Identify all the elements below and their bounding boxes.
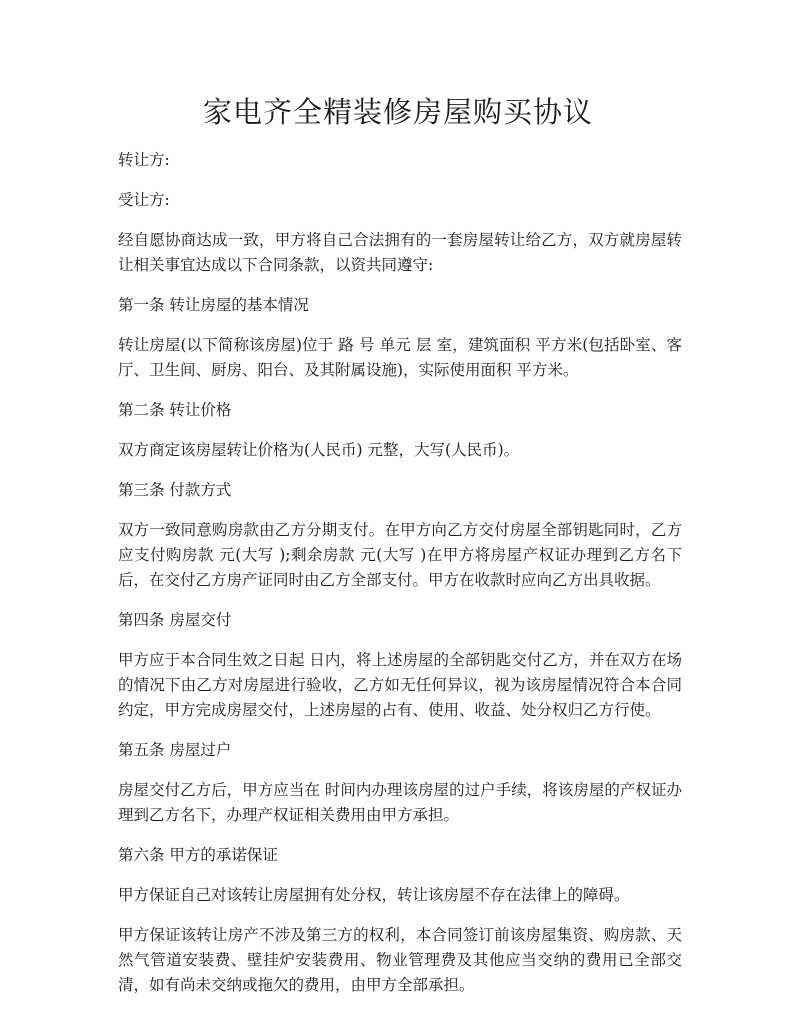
article-5-body: 房屋交付乙方后，甲方应当在 时间内办理该房屋的过户手续，将该房屋的产权证办理到乙方名下，办理产权证相关费用由甲方承担。 [118, 781, 682, 824]
article-2-heading: 第二条 转让价格 [118, 401, 232, 419]
document-body [118, 148, 682, 1013]
article-6-clause-2: 甲方保证该转让房产不涉及第三方的权利，本合同签订前该房屋集资、购房款、天然气管道安装费、壁挂炉安装费用、物业管理费及其他应当交纳的费用已全部交清，如有尚未交纳或拖欠的费用，由甲方全部承担。 [118, 926, 682, 994]
article-3-body: 双方一致同意购房款由乙方分期支付。在甲方向乙方交付房屋全部钥匙同时，乙方应支付购房款 元(大写 );剩余房款 元(大写 )在甲方将房屋产权证办理到乙方名下后，在交付乙方房产证同时由乙方全部支付。甲方在收款时应向乙方出具收据。 [118, 521, 682, 589]
article-6-clause-1: 甲方保证自己对该转让房屋拥有处分权，转让该房屋不存在法律上的障碍。 [118, 886, 630, 904]
article-1-body: 转让房屋(以下简称该房屋)位于 路 号 单元 层 室，建筑面积 平方米(包括卧室、客厅、卫生间、厨房、阳台、及其附属设施)，实际使用面积 平方米。 [118, 336, 682, 379]
article-6-heading: 第六条 甲方的承诺保证 [118, 846, 278, 864]
article-4-body: 甲方应于本合同生效之日起 日内，将上述房屋的全部钥匙交付乙方，并在双方在场的情况下由乙方对房屋进行验收，乙方如无任何异议，视为该房屋情况符合本合同约定，甲方完成房屋交付，上述房屋的占有、使用、收益、处分权归乙方行使。 [118, 651, 682, 719]
article-1-heading: 第一条 转让房屋的基本情况 [118, 296, 309, 314]
preamble-paragraph: 经自愿协商达成一致，甲方将自己合法拥有的一套房屋转让给乙方，双方就房屋转让相关事宜达成以下合同条款，以资共同遵守: [118, 231, 682, 274]
article-2-body: 双方商定该房屋转让价格为(人民币) 元整，大写(人民币)。 [118, 441, 520, 459]
article-5-heading: 第五条 房屋过户 [118, 741, 232, 759]
article-3-heading: 第三条 付款方式 [118, 481, 232, 499]
transferor-line: 转让方: [118, 151, 170, 169]
article-4-heading: 第四条 房屋交付 [118, 611, 232, 629]
transferee-line: 受让方: [118, 191, 170, 209]
document-title: 家电齐全精装修房屋购买协议 [202, 95, 593, 129]
